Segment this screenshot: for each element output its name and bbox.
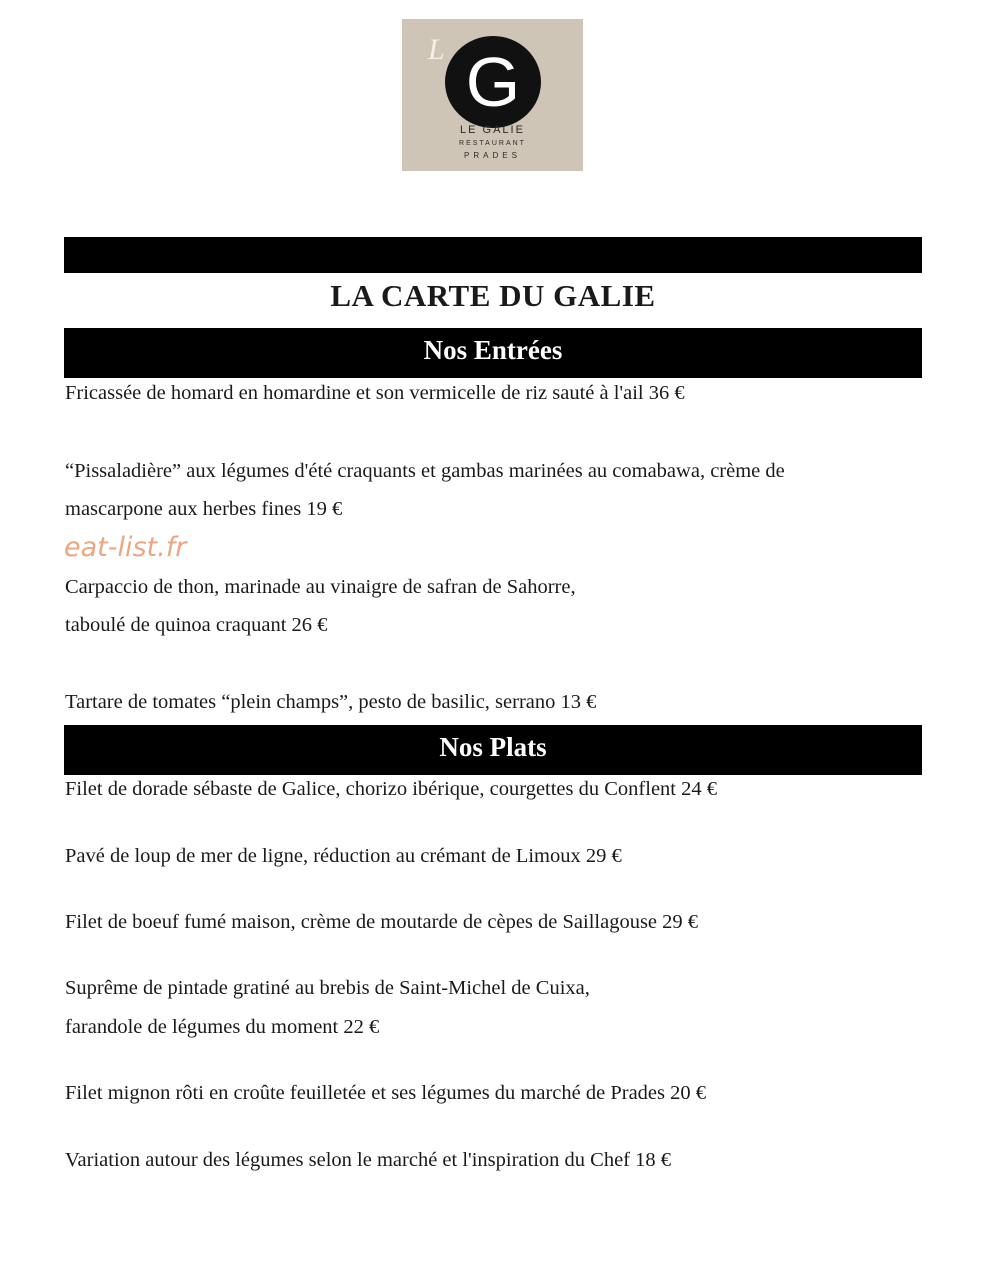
- menu-item-line: Variation autour des légumes selon le marché et l'inspiration du Chef 18 €: [65, 1149, 672, 1171]
- menu-item-line: Fricassée de homard en homardine et son vermicelle de riz sauté à l'ail 36 €: [65, 382, 685, 404]
- menu-title: LA CARTE DU GALIE: [330, 278, 656, 313]
- menu-item-line: Suprême de pintade gratiné au brebis de Saint-Michel de Cuixa,: [65, 977, 590, 999]
- logo-town: PRADES: [464, 151, 521, 160]
- menu-item-line: Carpaccio de thon, marinade au vinaigre de safran de Sahorre,: [65, 576, 576, 598]
- menu-item-line: Tartare de tomates “plein champs”, pesto de basilic, serrano 13 €: [65, 691, 597, 713]
- logo-circle: [445, 36, 541, 128]
- section-heading-plats: Nos Plats: [64, 725, 922, 775]
- logo-name: LE GALIE: [460, 124, 525, 136]
- section-heading-entrees: Nos Entrées: [64, 328, 922, 378]
- menu-item-line: farandole de légumes du moment 22 €: [65, 1016, 380, 1038]
- menu-item-line: Filet de dorade sébaste de Galice, chorizo ibérique, courgettes du Conflent 24 €: [65, 778, 717, 800]
- menu-item-line: Pavé de loup de mer de ligne, réduction au crémant de Limoux 29 €: [65, 845, 622, 867]
- top-divider-bar: [64, 237, 922, 273]
- menu-item-line: mascarpone aux herbes fines 19 €: [65, 498, 343, 520]
- logo-monogram: G: [465, 43, 521, 121]
- watermark: eat-list.fr: [64, 532, 187, 563]
- logo-subtitle: RESTAURANT: [459, 140, 526, 147]
- logo-script-letter: L: [428, 33, 445, 66]
- restaurant-logo: [402, 19, 583, 171]
- menu-item-line: taboulé de quinoa craquant 26 €: [65, 614, 328, 636]
- menu-item-line: Filet mignon rôti en croûte feuilletée et ses légumes du marché de Prades 20 €: [65, 1082, 707, 1104]
- menu-item-line: Filet de boeuf fumé maison, crème de moutarde de cèpes de Saillagouse 29 €: [65, 911, 699, 933]
- menu-item-line: “Pissaladière” aux légumes d'été craquants et gambas marinées au comabawa, crème de: [65, 460, 785, 482]
